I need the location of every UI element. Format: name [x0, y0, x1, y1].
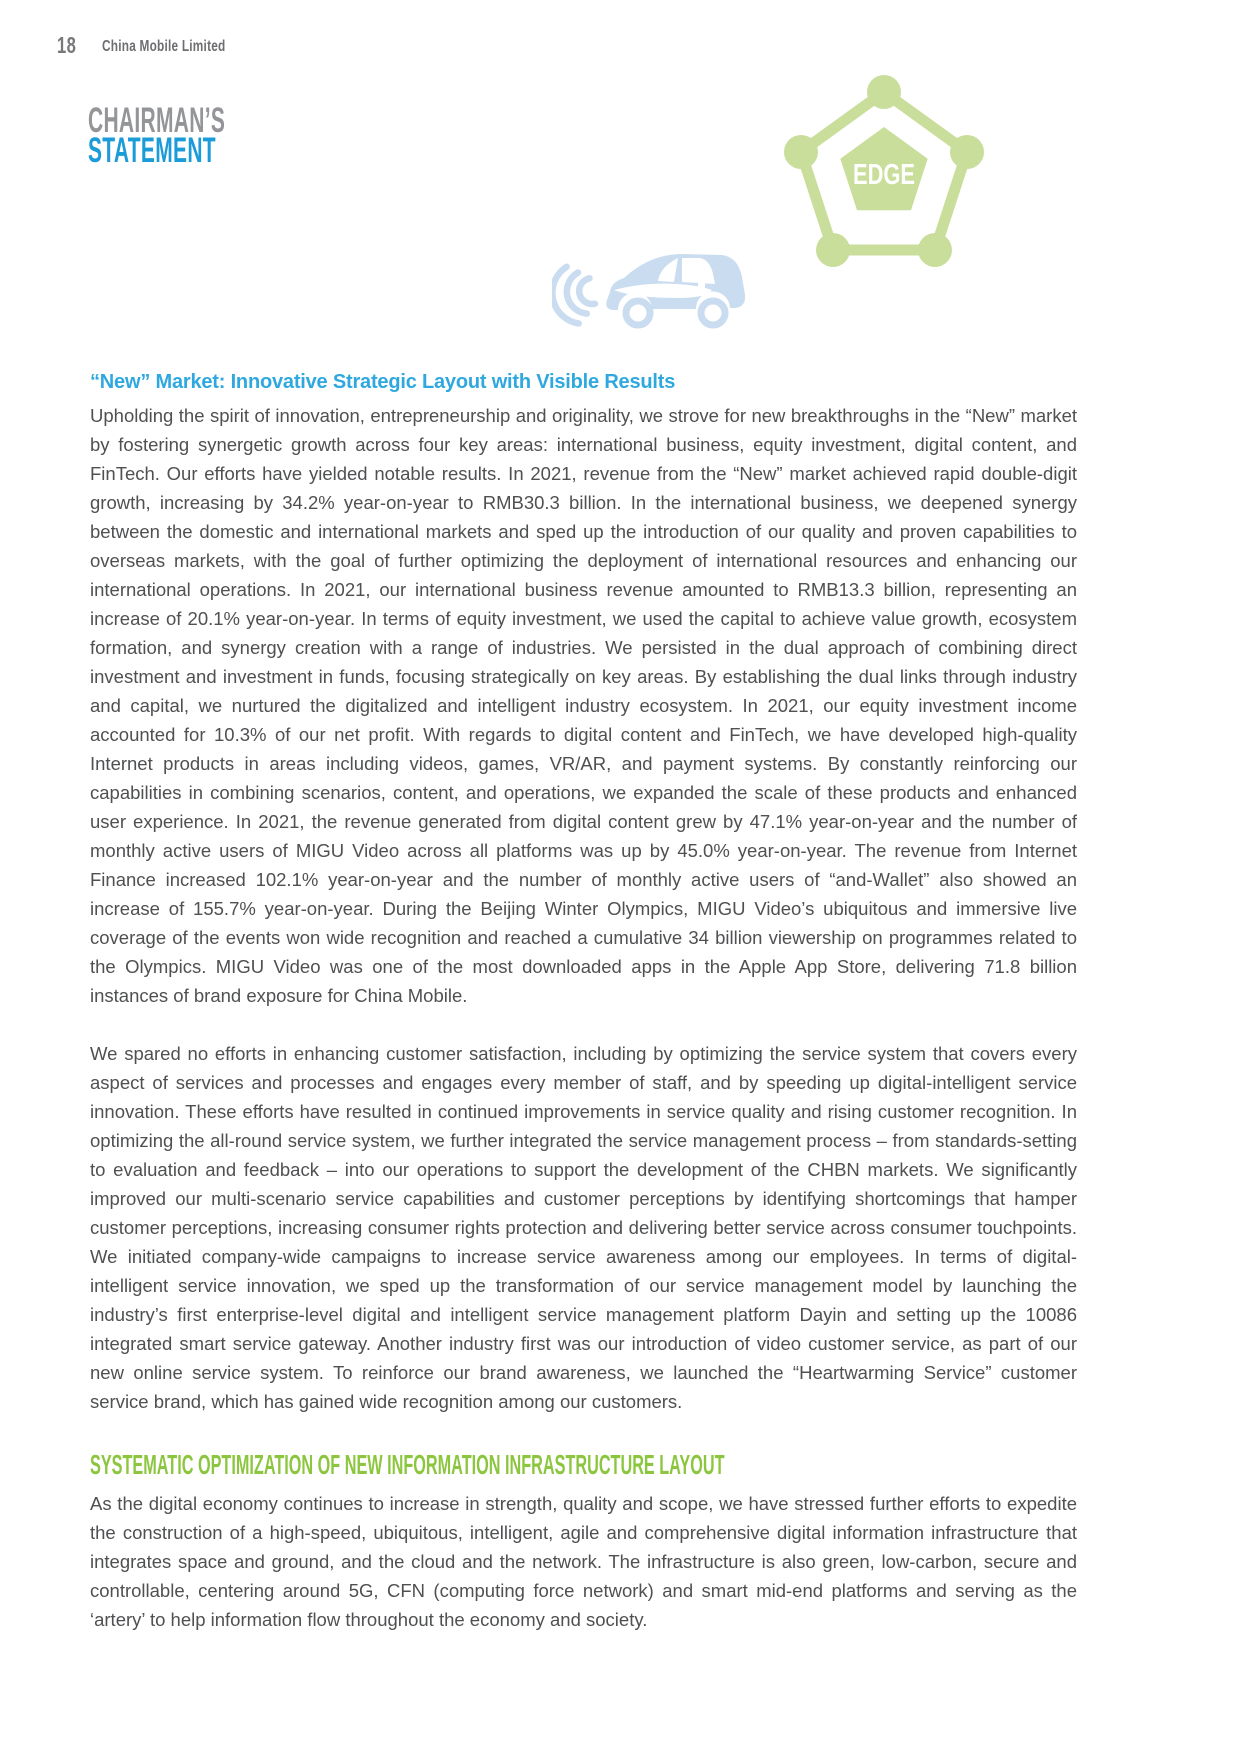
connected-car-icon — [552, 228, 752, 338]
new-market-paragraph-2: We spared no efforts in enhancing customer satisfaction, including by optimizing the service system that covers every aspect of services and processes and engages every member of staff, and by speeding up digital-intelligent service innovation. These efforts have resulted in continued improvements in service quality and rising customer recognition. In optimizing the all-round service system, we further integrated the service management process – from standards-setting to evaluation and feedback – into our operations to support the development of the CHBN markets. We significantly improved our multi-scenario service capabilities and customer perceptions by identifying shortcomings that hamper customer perceptions, increasing consumer rights protection and delivering better service across consumer touchpoints. We initiated company-wide campaigns to increase service awareness among our employees. In terms of digital-intelligent service innovation, we sped up the transformation of our service management model by launching the industry’s first enterprise-level digital and intelligent service management platform Dayin and setting up the 10086 integrated smart service gateway. Another industry first was our introduction of video customer service, as part of our new online service system. To reinforce our brand awareness, we launched the “Heartwarming Service” customer service brand, which has gained wide recognition among our customers. — [90, 1043, 1077, 1412]
infrastructure-paragraph-1: As the digital economy continues to increase in strength, quality and scope, we have stressed further efforts to expedite the construction of a high-speed, ubiquitous, intelligent, agile and comprehensive digital information infrastructure that integrates space and ground, and the cloud and the network. The infrastructure is also green, low-carbon, secure and controllable, centering around 5G, CFN (computing force network) and smart mid-end platforms and serving as the ‘artery’ to help information flow throughout the economy and society. — [90, 1493, 1077, 1630]
infrastructure-heading-text: SYSTEMATIC OPTIMIZATION OF NEW INFORMATION INFRASTRUCTURE LAYOUT — [90, 1449, 725, 1480]
statement-body — [90, 370, 1077, 1634]
infrastructure-heading — [90, 1451, 1077, 1479]
edge-pentagon-graphic — [778, 56, 990, 277]
edge-pentagon-icon — [778, 56, 990, 272]
page-title — [88, 101, 317, 170]
new-market-paragraph-1: Upholding the spirit of innovation, entrepreneurship and originality, we strove for new breakthroughs in the “New” market by fostering synergetic growth across four key areas: international business, equity investment, digital content, and FinTech. Our efforts have yielded notable results. In 2021, revenue from the “New” market achieved rapid double-digit growth, increasing by 34.2% year-on-year to RMB30.3 billion. In the international business, we deepened synergy between the domestic and international markets and sped up the introduction of our quality and proven capabilities to overseas markets, with the goal of further optimizing the deployment of international resources and enhancing our international operations. In 2021, our international business revenue amounted to RMB13.3 billion, representing an increase of 20.1% year-on-year. In terms of equity investment, we used the capital to achieve value growth, ecosystem formation, and synergy creation with a range of industries. We persisted in the dual approach of combining direct investment and investment in funds, focusing strategically on key areas. By establishing the dual links through industry and capital, we nurtured the digitalized and intelligent industry ecosystem. In 2021, our equity investment income accounted for 10.3% of our net profit. With regards to digital content and FinTech, we have developed high-quality Internet products in areas including videos, games, VR/AR, and payment systems. By constantly reinforcing our capabilities in combining scenarios, content, and operations, we expanded the scale of these products and enhanced user experience. In 2021, the revenue generated from digital content grew by 47.1% year-on-year and the number of monthly active users of MIGU Video across all platforms was up by 45.0% year-on-year. The revenue from Internet Finance increased 102.1% year-on-year and the number of monthly active users of “and-Wallet” also showed an increase of 155.7% year-on-year. During the Beijing Winter Olympics, MIGU Video’s ubiquitous and immersive live coverage of the events won wide recognition and reached a cumulative 34 billion viewership on programmes related to the Olympics. MIGU Video was one of the most downloaded apps in the Apple App Store, delivering 71.8 billion instances of brand exposure for China Mobile. — [90, 405, 1077, 1006]
page-header — [57, 34, 268, 57]
new-market-heading: “New” Market: Innovative Strategic Layout with Visible Results — [90, 371, 676, 393]
page-title-line1: CHAIRMAN’S — [88, 101, 226, 140]
edge-label: EDGE — [853, 159, 915, 191]
company-name: China Mobile Limited — [101, 38, 226, 55]
page-number: 18 — [57, 32, 77, 58]
page-title-line2: STATEMENT — [88, 131, 216, 170]
